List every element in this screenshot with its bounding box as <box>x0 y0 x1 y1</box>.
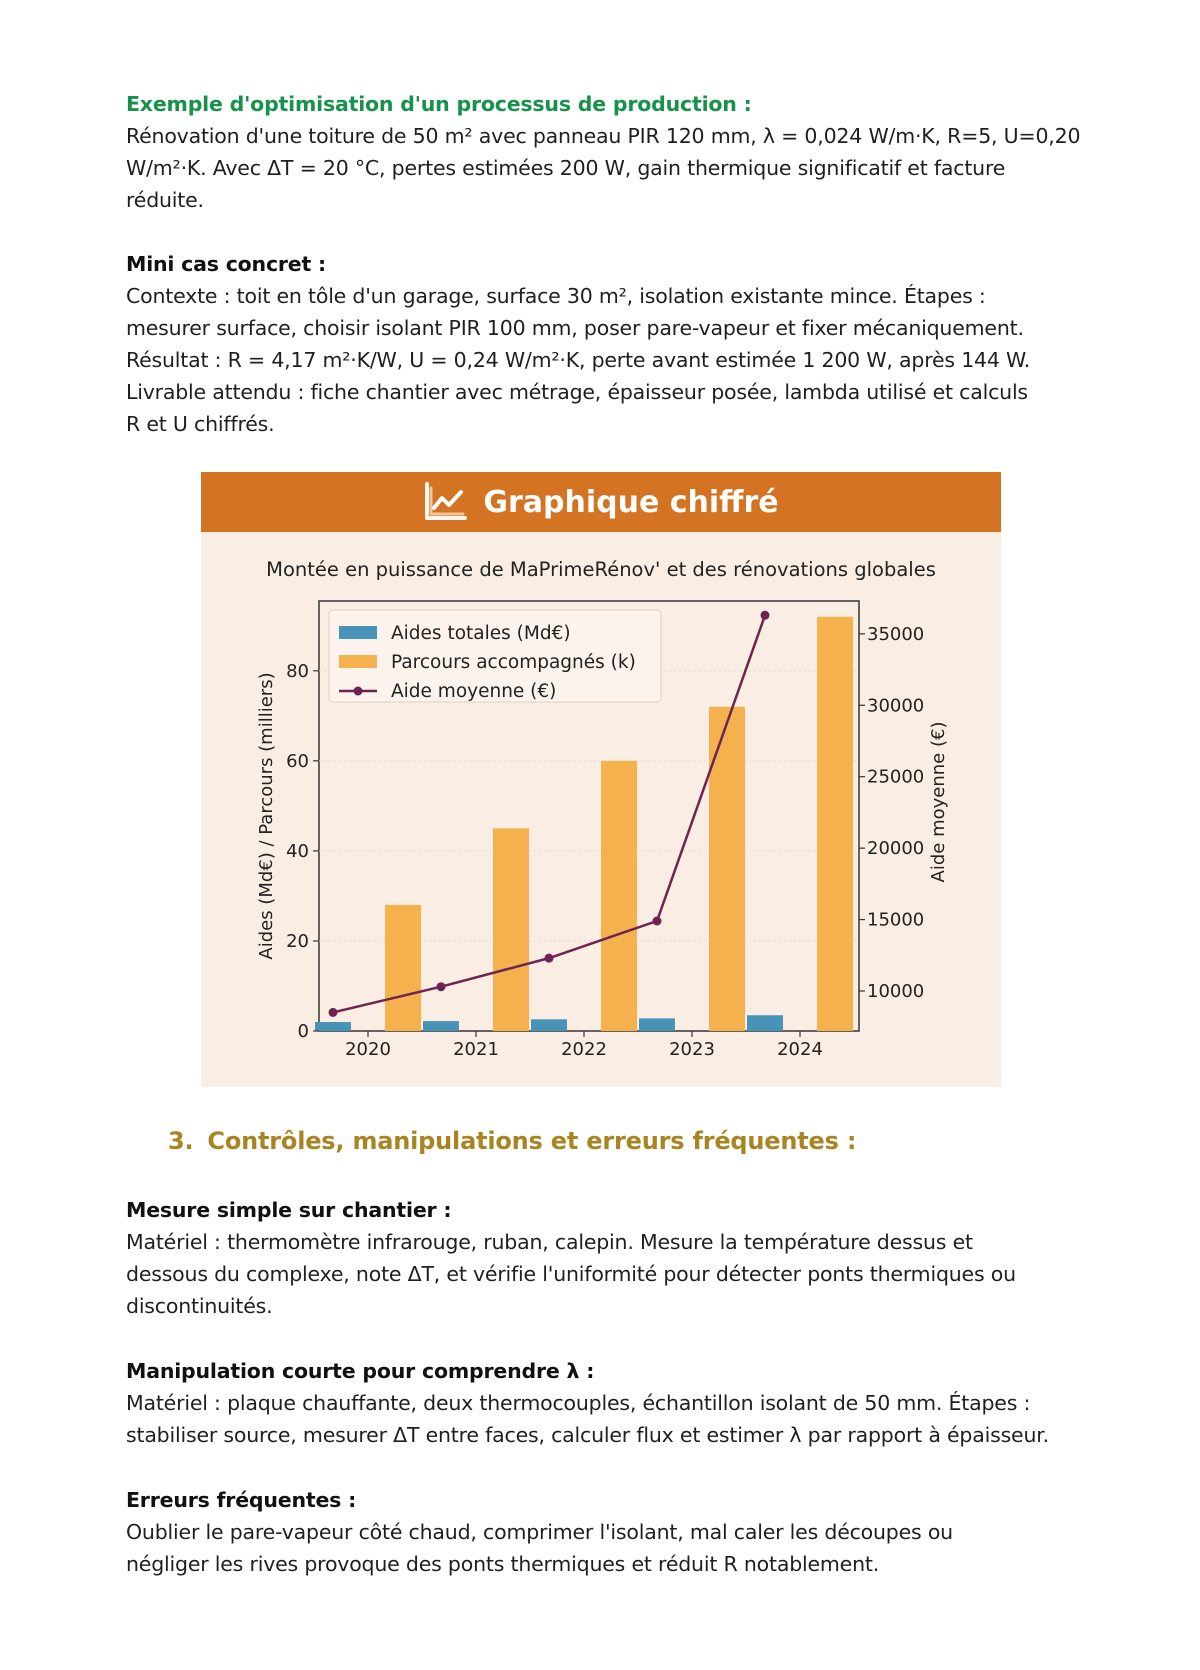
mini-cas-line: Livrable attendu : fiche chantier avec métrage, épaisseur posée, lambda utilisé et calculs <box>126 380 1028 404</box>
line-point <box>653 917 662 926</box>
bar-aides-totales <box>531 1019 567 1031</box>
mini-cas-line: mesurer surface, choisir isolant PIR 100 mm, poser pare-vapeur et fixer mécaniquement. <box>126 316 1024 340</box>
erreurs-line: négliger les rives provoque des ponts thermiques et réduit R notablement. <box>126 1552 880 1576</box>
y2-tick-label: 35000 <box>867 623 925 645</box>
line-point <box>437 982 446 991</box>
erreurs-section <box>126 1484 1086 1580</box>
section-title-text: Contrôles, manipulations et erreurs fréquentes : <box>207 1127 857 1155</box>
mesure-heading: Mesure simple sur chantier : <box>126 1198 452 1222</box>
y-tick-label: 40 <box>286 840 309 862</box>
optimisation-line: Rénovation d'une toiture de 50 m² avec panneau PIR 120 mm, λ = 0,024 W/m·K, R=5, U=0,20 <box>126 124 1081 148</box>
bar-aides-totales <box>315 1022 351 1031</box>
legend-label: Aide moyenne (€) <box>391 681 557 702</box>
x-tick-label: 2020 <box>345 1039 391 1060</box>
section-3-title <box>168 1124 856 1158</box>
mesure-section <box>126 1194 1086 1322</box>
mini-cas-line: Contexte : toit en tôle d'un garage, surface 30 m², isolation existante mince. Étapes : <box>126 284 986 308</box>
y2-tick-label: 15000 <box>867 909 925 931</box>
line-point <box>329 1008 338 1017</box>
y-tick-label: 20 <box>286 930 309 952</box>
y2-axis-label: Aide moyenne (€) <box>928 721 949 883</box>
mesure-line: dessous du complexe, note ΔT, et vérifie l'uniformité pour détecter ponts thermiques ou <box>126 1262 1016 1286</box>
mesure-line: discontinuités. <box>126 1294 273 1318</box>
y-axis-label: Aides (Md€) / Parcours (milliers) <box>256 672 277 960</box>
figure-header <box>201 472 1001 532</box>
legend-label: Aides totales (Md€) <box>391 623 571 644</box>
mesure-line: Matériel : thermomètre infrarouge, ruban, calepin. Mesure la température dessus et <box>126 1230 973 1254</box>
erreurs-line: Oublier le pare-vapeur côté chaud, comprimer l'isolant, mal caler les découpes ou <box>126 1520 953 1544</box>
bar-aides-totales <box>423 1021 459 1031</box>
line-point <box>761 611 770 620</box>
erreurs-heading: Erreurs fréquentes : <box>126 1488 357 1512</box>
mini-cas-section <box>126 248 1086 440</box>
y2-tick-label: 10000 <box>867 981 925 1002</box>
y-tick-label: 60 <box>286 750 309 772</box>
legend <box>329 610 661 702</box>
y2-tick-label: 20000 <box>867 838 925 860</box>
y-tick-label: 0 <box>297 1021 309 1042</box>
legend-label: Parcours accompagnés (k) <box>391 652 636 673</box>
line-chart-icon <box>423 481 469 523</box>
mini-cas-line: R et U chiffrés. <box>126 412 275 436</box>
bar-parcours-accompagnes <box>385 905 421 1031</box>
mini-cas-heading: Mini cas concret : <box>126 252 327 276</box>
optimisation-section <box>126 88 1086 216</box>
bar-aides-totales <box>747 1015 783 1031</box>
line-point <box>545 954 554 963</box>
manipulation-heading: Manipulation courte pour comprendre λ : <box>126 1359 595 1383</box>
legend-marker <box>354 687 363 696</box>
y-tick-label: 80 <box>286 660 309 682</box>
bar-parcours-accompagnes <box>493 828 529 1031</box>
optimisation-line: W/m²·K. Avec ΔT = 20 °C, pertes estimées 200 W, gain thermique significatif et facture <box>126 156 1006 180</box>
manipulation-line: Matériel : plaque chauffante, deux thermocouples, échantillon isolant de 50 mm. Étapes : <box>126 1391 1031 1415</box>
x-tick-label: 2021 <box>453 1039 499 1060</box>
x-tick-label: 2023 <box>669 1039 715 1060</box>
mini-cas-line: Résultat : R = 4,17 m²·K/W, U = 0,24 W/m²·K, perte avant estimée 1 200 W, après 144 W. <box>126 348 1031 372</box>
chart-title: Montée en puissance de MaPrimeRénov' et des rénovations globales <box>266 558 936 581</box>
legend-swatch <box>339 626 377 639</box>
optimisation-line: réduite. <box>126 188 204 212</box>
x-tick-label: 2024 <box>777 1039 823 1060</box>
bar-parcours-accompagnes <box>817 617 853 1031</box>
y2-tick-label: 30000 <box>867 695 925 717</box>
manipulation-line: stabiliser source, mesurer ΔT entre faces, calculer flux et estimer λ par rapport à épaisseur. <box>126 1423 1049 1447</box>
chart-figure <box>201 472 1001 1087</box>
combo-chart <box>201 532 1001 1087</box>
y2-tick-label: 25000 <box>867 766 925 788</box>
figure-title: Graphique chiffré <box>483 484 779 520</box>
x-tick-label: 2022 <box>561 1039 607 1060</box>
manipulation-section <box>126 1355 1086 1451</box>
section-number: 3. <box>168 1127 194 1155</box>
bar-aides-totales <box>639 1018 675 1031</box>
legend-swatch <box>339 655 377 668</box>
bar-parcours-accompagnes <box>601 761 637 1031</box>
optimisation-heading: Exemple d'optimisation d'un processus de production : <box>126 92 752 116</box>
